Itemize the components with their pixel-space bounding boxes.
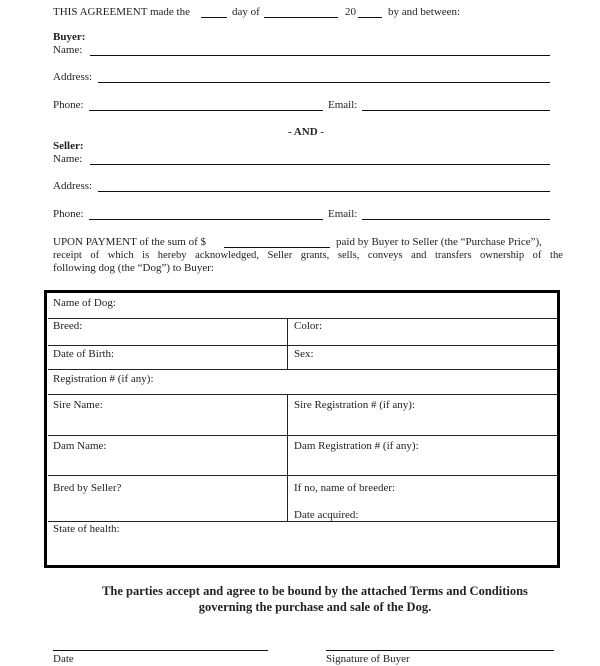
buyer-name-label: Name:: [53, 44, 83, 56]
table-column-divider: [287, 318, 288, 369]
table-rule: [48, 318, 557, 319]
seller-phone-label: Phone:: [53, 208, 84, 220]
table-rule: [48, 521, 557, 522]
buyer-signature-label: Signature of Buyer: [326, 653, 410, 665]
buyer-address-label: Address:: [53, 71, 93, 83]
seller-heading: Seller:: [53, 140, 84, 152]
seller-name-label: Name:: [53, 153, 83, 165]
seller-phone-field[interactable]: [89, 219, 323, 220]
table-rule: [48, 369, 557, 370]
date-of-birth-label: Date of Birth:: [53, 348, 115, 360]
breeder-name-label: If no, name of breeder:: [294, 482, 396, 494]
registration-label: Registration # (if any):: [53, 373, 154, 385]
date-signature-line[interactable]: [53, 650, 268, 651]
sire-registration-label: Sire Registration # (if any):: [294, 399, 415, 411]
day-of-label: day of: [232, 6, 260, 18]
sex-label: Sex:: [294, 348, 314, 360]
payment-line2: receipt of which is hereby acknowledged, Seller grants, sells, conveys and transfers ownership of the: [53, 250, 563, 261]
dam-name-label: Dam Name:: [53, 440, 107, 452]
terms-statement-line1: The parties accept and agree to be bound by the attached Terms and Conditions: [102, 584, 528, 598]
sire-name-label: Sire Name:: [53, 399, 103, 411]
table-rule: [48, 475, 557, 476]
day-blank[interactable]: [201, 17, 227, 18]
color-label: Color:: [294, 320, 323, 332]
purchase-price-field[interactable]: [224, 247, 330, 248]
buyer-address-field[interactable]: [98, 82, 550, 83]
date-label: Date: [53, 653, 74, 665]
bred-by-seller-label: Bred by Seller?: [53, 482, 122, 494]
buyer-email-field[interactable]: [362, 110, 550, 111]
seller-address-field[interactable]: [98, 191, 550, 192]
table-rule: [48, 394, 557, 395]
buyer-signature-line[interactable]: [326, 650, 554, 651]
payment-line1-suffix: paid by Buyer to Seller (the “Purchase Price”),: [336, 236, 542, 248]
month-blank[interactable]: [264, 17, 338, 18]
buyer-phone-label: Phone:: [53, 99, 84, 111]
seller-email-field[interactable]: [362, 219, 550, 220]
buyer-phone-field[interactable]: [89, 110, 323, 111]
and-divider: - AND -: [288, 126, 325, 138]
seller-name-field[interactable]: [90, 164, 550, 165]
date-acquired-label: Date acquired:: [294, 509, 359, 521]
table-column-divider: [287, 394, 288, 521]
breed-label: Breed:: [53, 320, 83, 332]
payment-line1-prefix: UPON PAYMENT of the sum of $: [53, 236, 207, 248]
seller-address-label: Address:: [53, 180, 93, 192]
state-of-health-label: State of health:: [53, 523, 120, 535]
table-rule: [48, 435, 557, 436]
payment-line3: following dog (the “Dog”) to Buyer:: [53, 262, 214, 274]
buyer-email-label: Email:: [328, 99, 358, 111]
buyer-name-field[interactable]: [90, 55, 550, 56]
terms-statement-line2: governing the purchase and sale of the Dog.: [198, 600, 432, 614]
agreement-intro: THIS AGREEMENT made the: [53, 6, 190, 18]
buyer-heading: Buyer:: [53, 31, 86, 43]
dam-registration-label: Dam Registration # (if any):: [294, 440, 419, 452]
seller-email-label: Email:: [328, 208, 358, 220]
by-and-between: by and between:: [388, 6, 461, 18]
year-blank[interactable]: [358, 17, 382, 18]
name-of-dog-label: Name of Dog:: [53, 297, 116, 309]
year-prefix: 20: [345, 6, 356, 18]
table-rule: [48, 345, 557, 346]
